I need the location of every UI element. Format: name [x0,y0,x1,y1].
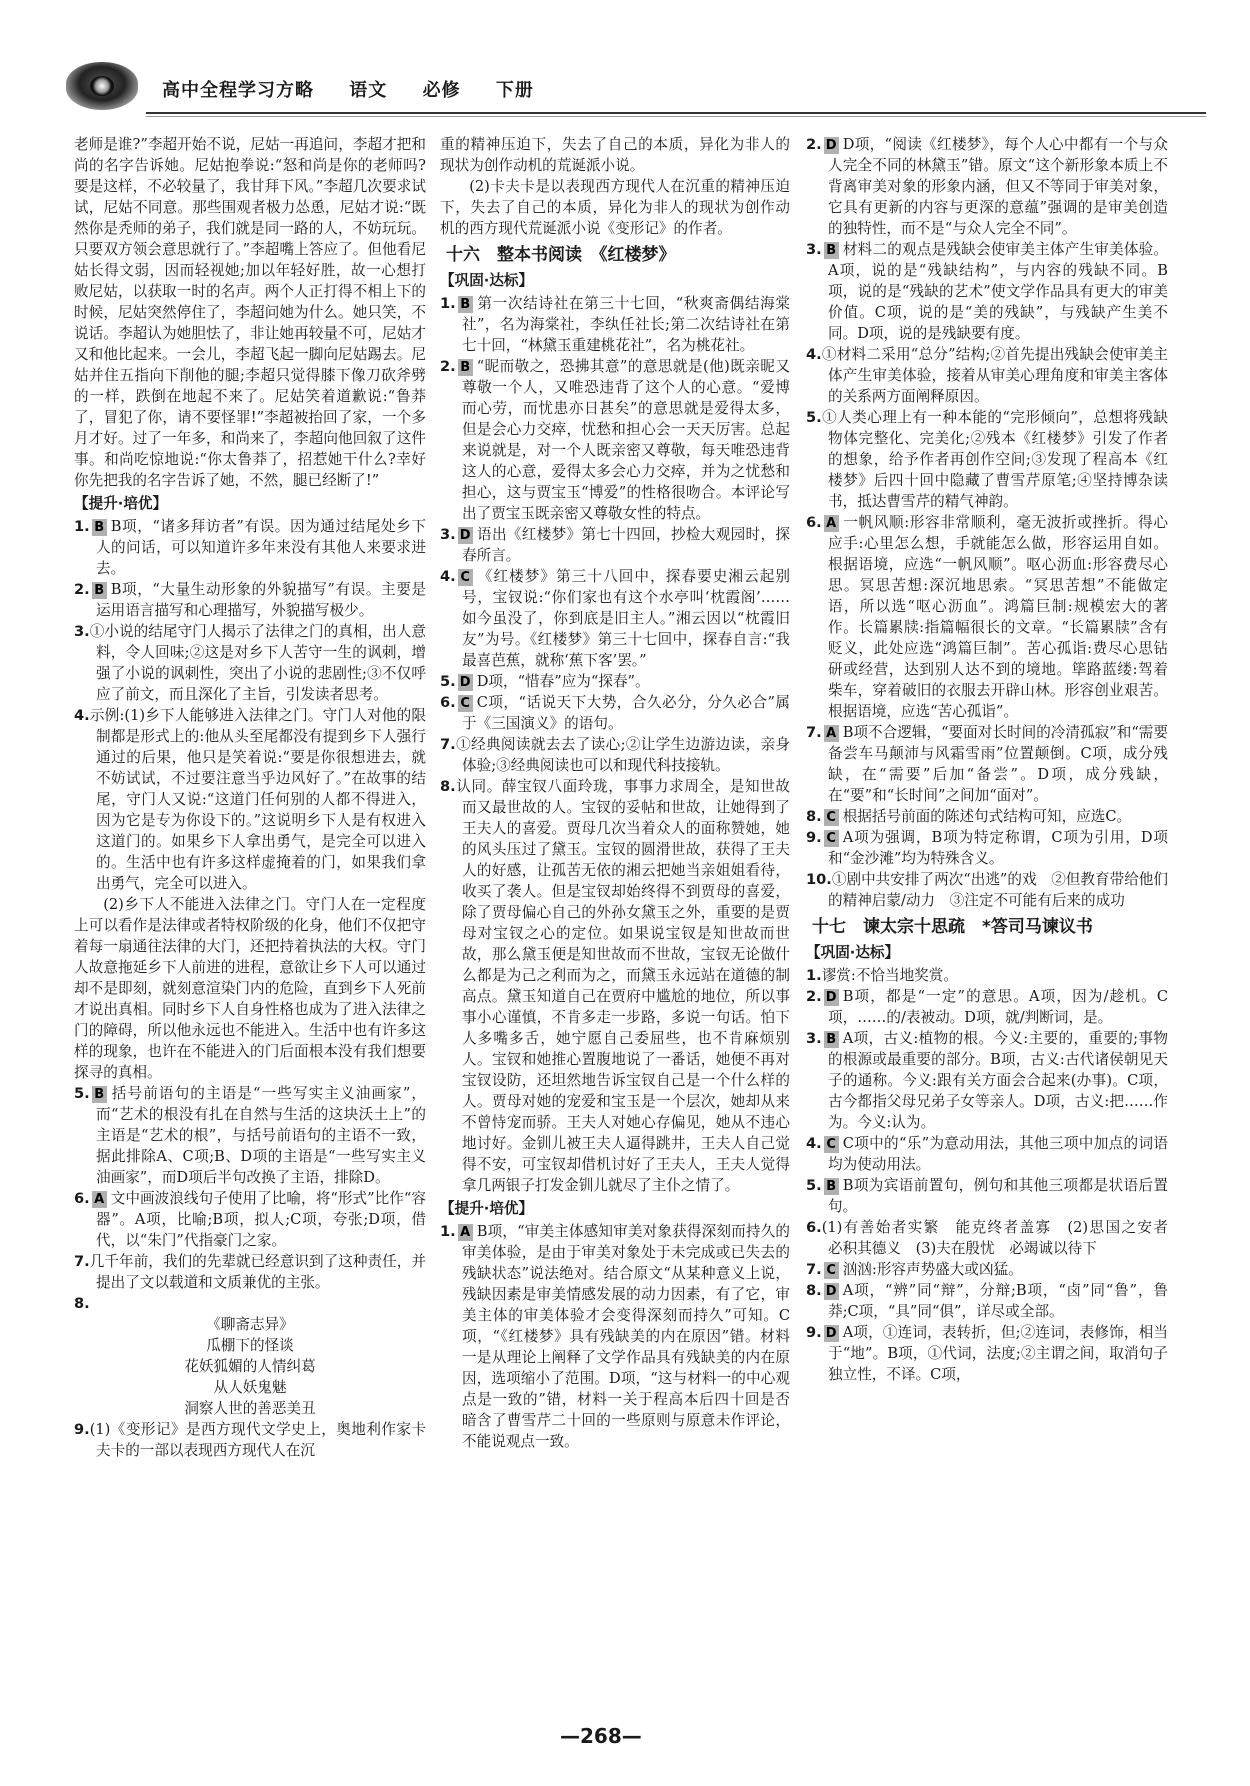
answer-badge: A [824,515,839,532]
page-header [66,62,1206,116]
column-middle [440,134,790,1452]
section-label-tisheng: 【提升·培优】 [74,495,168,512]
answer-item: 3.①小说的结尾守门人揭示了法律之门的真相，出人意料，令人回味;②这是对乡下人苦守一生的讽刺，增强了小说的讽刺性，突出了小说的悲剧性;③不仅呼应了前文，而且深化了主旨，引发读者思考。 [74,623,426,703]
answer-item: 9. C A项为强调，B项为特定称谓，C项为引用，D项和“金沙滩”均为特殊含义。 [806,829,1168,867]
poem-line: 洞察人世的善恶美丑 [184,1400,316,1417]
answer-badge: D [824,137,839,154]
answer-badge: B [92,1086,107,1103]
answer-text: (2)卡夫卡是以表现西方现代人在沉重的精神压迫下，失去了自己的本质，异化为非人的现状为创作动机的西方现代荒诞派小说《变形记》的作者。 [440,178,790,237]
answer-item: 1. A B项，“审美主体感知审美对象获得深刻而持久的审美体验，是由于审美对象处于未完成或已失去的残缺状态”说法绝对。结合原文“从某种意义上说，残缺因素是审美情感发展的动力因素，有了它，审美主体的审美体验才会变得深刻而持久”可知。C项，“《红楼梦》具有残缺美的内在原因”错。材料一是从理论上阐释了文学作品具有残缺美的内在原因，选项缩小了范围。D项，“这与材料一的中心观点是一致的”错，材料一关于程高本后四十回是否暗含了曹雪芹二十回的一些原则与原意未作评论，不能说观点一致。 [440,1223,790,1450]
answer-badge: D [458,674,473,691]
header-divider [146,112,1206,114]
answer-item: 5. B 括号前语句的主语是“一些写实主义油画家”，而“艺术的根没有扎在自然与生活的这块沃土上”的主语是“艺术的根”，与括号前语句的主语不一致，据此排除A、C项;B、D项的主语是“一些写实主义油画家”，而D项后半句改换了主语，排除D。 [74,1085,426,1186]
answer-badge: A [92,1191,107,1208]
answer-item: 5.①人类心理上有一种本能的“完形倾向”，总想将残缺物体完整化、完美化;②残本《红楼梦》引发了作者的想象，给予作者再创作空间;③发现了程高本《红楼梦》后四十回中隐藏了曹雪芹原笔;④坚持博杂读书，抵达曹雪芹的精气神韵。 [806,409,1168,510]
answer-badge: A [458,1224,473,1241]
answer-badge: C [458,569,473,586]
translation-text: 老师是谁?”李超开始不说，尼姑一再追问，李超才把和尚的名字告诉她。尼姑抱拳说:“怒和尚是你的老师吗?要是这样，不必较量了，我甘拜下风。”李超几次要求试试，尼姑不同意。那些围观者极力怂恿，尼姑才说:“既然你是秃师的弟子，我们就是同一路的人，不妨玩玩。只要双方领会意思就行了。”李超嘴上答应了。但他看尼姑长得文弱，因而轻视她;加以年轻好胜，故一心想打败尼姑，以获取一时的名声。两个人正打得不相上下的时候，尼姑突然停住了，李超问她为什么。她只笑，不说话。李超认为她胆怯了，非让她再较量不可，尼姑才又和他比起来。一会儿，李超飞起一脚向尼姑踢去。尼姑并住五指向下削他的腿;李超只觉得膝下像刀砍斧劈的一样，跌倒在地起不来了。尼姑笑着道歉说:“鲁莽了，冒犯了你，请不要怪罪!”李超被抬回了家，一个多月才好。过了一年多，和尚来了，李超向他回叙了这件事。和尚吃惊地说:“你太鲁莽了，招惹她干什么?幸好你先把我的名字告诉了她，不然，腿已经断了!” [74,136,426,489]
poem-line: 瓜棚下的怪谈 [206,1337,294,1354]
subject-label: 语文 [349,80,388,101]
answer-badge: C [824,809,839,826]
answer-item: 9.(1)《变形记》是西方现代文学史上，奥地利作家卡夫卡的一部以表现西方现代人在沉 [74,1421,426,1459]
section-title-17: 十七 谏太宗十思疏 *答司马谏议书 [812,917,1093,937]
answer-item: 8. C 根据括号前面的陈述句式结构可知，应选C。 [806,808,1132,825]
poem-line: 《聊斋志异》 [206,1316,294,1333]
answer-item: 8. [74,1295,90,1312]
answer-badge: A [824,725,839,742]
answer-text: (2)乡下人不能进入法律之门。守门人在一定程度上可以看作是法律或者特权阶级的化身，他们不仅把守着每一扇通往法律的大门，还把持着执法的大权。守门人故意拖延乡下人前进的进程，意欲让乡下人可以通过却不是即刻，就刻意渲染门内的危险，直到乡下人死前才说出真相。同时乡下人自身性格也成为了进入法律之门的障碍，所以他永远也不能进入。生活中也有许多这样的现象，也许在不能进入的门后面根本没有我们想要探寻的真相。 [74,896,426,1081]
answer-badge: B [458,359,473,376]
volume-label: 下册 [495,80,534,101]
answer-item: 7. C 汹汹:形容声势盛大或凶猛。 [806,1261,1023,1278]
answer-badge: D [824,989,839,1006]
answer-item: 4.示例:(1)乡下人能够进入法律之门。守门人对他的限制都是形式上的:他从头至尾都没有提到乡下人强行通过的后果，他只是笑着说:“要是你很想进去，就不妨试试，不过要注意当乎边风好了。”在故事的结尾，守门人又说:“这道门任何别的人都不得进入，因为它是专为你设下的。”这说明乡下人是有权进入这道门的。如果乡下人拿出勇气，是完全可以进入的。生活中也有许多这样虚掩着的门，如果我们拿出勇气，完全可以进入。 [74,707,426,892]
answer-item: 1. B B项，“诸多拜访者”有误。因为通过结尾处乡下人的问话，可以知道许多年来没有其他人来要求进去。 [74,518,426,577]
answer-badge: B [824,242,839,259]
answer-badge: B [92,519,107,536]
answer-item: 4.①材料二采用“总分”结构;②首先提出残缺会使审美主体产生审美体验，接着从审美心理角度和审美主客体的关系两方面阐释原因。 [806,346,1168,405]
answer-item: 2. B “昵而敬之，恐拂其意”的意思就是(他)既亲昵又尊敬一个人，又唯恐违背了这个人的心意。“爱博而心劳，而忧患亦日甚矣”的意思就是爱得太多，但是会心力交瘁，忧愁和担心会一天天厉害。总起来说就是，对一个人既亲密又尊敬，每天唯恐违背这人的心意，爱得太多会心力交瘁，并为之忧愁和担心，这与贾宝玉“博爱”的性格很吻合。本评论写出了贾宝玉既亲密又尊敬女性的特点。 [440,358,790,522]
section-title-16: 十六 整本书阅读 《红楼梦》 [446,245,676,265]
answer-item: 4. C C项中的“乐”为意动用法，其他三项中加点的词语均为使动用法。 [806,1135,1168,1173]
answer-item: 8. D A项，“辨”同“辩”，分辩;B项，“卤”同“鲁”，鲁莽;C项，“具”同“俱”，详尽或全部。 [806,1282,1168,1320]
track-label: 必修 [422,80,461,101]
answer-item: 3. B 材料二的观点是残缺会使审美主体产生审美体验。A项，说的是“残缺结构”，与内容的残缺不同。B项，说的是“残缺的艺术”使文学作品具有更大的审美价值。C项，说的是“美的残缺”，与残缺产生美不同。D项，说的是残缺要有度。 [806,241,1168,342]
answer-item: 4. C 《红楼梦》第三十八回中，探春要史湘云起别号，宝钗说:“你们家也有这个水亭叫‘枕霞阁’……如今虽没了，你到底是旧主人。”湘云因以“枕霞旧友”为号。《红楼梦》第三十七回中，探春自言:“我最喜芭蕉，就称‘蕉下客’罢。” [440,568,790,669]
answer-item: 6. A 一帆风顺:形容非常顺利，毫无波折或挫折。得心应手:心里怎么想，手就能怎么做，形容运用自如。根据语境，应选“一帆风顺”。呕心沥血:形容费尽心思。冥思苦想:深沉地思索。“冥思苦想”不能做定语，所以选“呕心沥血”。鸿篇巨制:规模宏大的著作。长篇累牍:指篇幅很长的文章。“长篇累牍”含有贬义，此处应选“鸿篇巨制”。苦心孤诣:费尽心思钻研或经营，达到别人达不到的境地。筚路蓝缕:驾着柴车，穿着破旧的衣服去开辟山林。形容创业艰苦。根据语境，应选“苦心孤诣”。 [806,514,1168,720]
poem-line: 从人妖鬼魅 [213,1379,287,1396]
answer-item: 5. D D项，“惜春”应为“探春”。 [440,673,650,690]
column-right [806,134,1183,1385]
answer-item: 2. B B项，“大量生动形象的外貌描写”有误。主要是运用语言描写和心理描写，外貌描写极少。 [74,581,426,619]
header-divider-thin [146,116,1206,117]
answer-item: 7.①经典阅读就去去了读心;②让学生边游边读，亲身体验;③经典阅读也可以和现代科技接轨。 [440,736,790,774]
column-left [74,134,426,1461]
answer-badge: C [458,695,473,712]
answer-item: 1. B 第一次结诗社在第三十七回，“秋爽斋偶结海棠社”，名为海棠社，李纨任社长;第二次结诗社在第七十回，“林黛玉重建桃花社”，名为桃花社。 [440,295,790,354]
header-title [162,76,562,102]
answer-item: 1.谬赏:不恰当地奖赏。 [806,967,958,984]
book-logo-icon [66,62,138,110]
answer-badge: B [92,582,107,599]
poem-line: 花妖狐媚的人情纠葛 [184,1358,316,1375]
answer-item: 6.(1)有善始者实繁 能克终者盖寡 (2)思国之安者 必积其德义 (3)夫在殷忧 必竭诚以待下 [806,1219,1183,1257]
answer-item: 3. B A项，古义:植物的根。今义:主要的，重要的;事物的根源或最重要的部分。B项，古义:古代诸侯朝见天子的通称。今义:跟有关方面会合起来(办事)。C项，古今都指父母兄弟子女等亲人。D项，古义:把……作为。今义:认为。 [806,1030,1168,1131]
answer-item: 3. D 语出《红楼梦》第七十四回，抄检大观园时，探春所言。 [440,526,790,564]
answer-item: 8.认同。薛宝钗八面玲珑，事事力求周全，是知世故而又最世故的人。宝钗的妥帖和世故，让她得到了王夫人的喜爱。贾母几次当着众人的面称赞她，她的风头压过了黛玉。宝钗的圆滑世故，获得了王夫人的好感，让孤苦无依的湘云把她当亲姐姐看待，收买了袭人。但是宝钗却始终得不到贾母的喜爱，除了贾母偏心自己的外孙女黛玉之外，重要的是贾母对宝钗之心的定位。如果说宝钗是知世故而世故，那么黛玉便是知世故而不世故，宝钗无论做什么都是为己之利而为之，而黛玉永远站在道德的制高点。黛玉知道自己在贾府中尴尬的地位，所以事事小心谨慎，不肯多走一步路，多说一句话。怕下人多嘴多舌，她宁愿自己委屈些，也不肯麻烦别人。宝钗和她推心置腹地说了一番话，她便不再对宝钗设防，还坦然地告诉宝钗自己是一个什么样的人。贾母对她的宠爱和宝玉是一个层次，她却从来不曾恃宠而骄。王夫人对她心存偏见，她从不违心地讨好。金钏儿被王夫人逼得跳井，王夫人自己觉得不安，可宝钗却借机讨好了王夫人，王夫人觉得拿几两银子打发金钏儿就尽了主仆之情了。 [440,778,790,1194]
answer-badge: D [458,527,473,544]
answer-badge: D [824,1283,839,1300]
answer-badge: C [824,830,839,847]
section-label-tisheng: 【提升·培优】 [440,1200,534,1217]
answer-text: 重的精神压迫下，失去了自己的本质，异化为非人的现状为创作动机的荒诞派小说。 [440,136,790,174]
answer-item: 5. B B项为宾语前置句，例句和其他三项都是状语后置句。 [806,1177,1168,1215]
answer-item: 10.①剧中共安排了两次“出逃”的戏 ②但教育带给他们的精神启蒙/动力 ③注定不可能有后来的成功 [806,871,1168,909]
answer-item: 7. A B项不合逻辑，“要面对长时间的冷清孤寂”和“需要备尝车马颠沛与风霜雪雨”位置颠倒。C项，成分残缺，在“需要”后加“备尝”。D项，成分残缺，在“要”和“长时间”之间加“面对”。 [806,724,1168,804]
section-label-gonggu: 【巩固·达标】 [440,272,534,289]
book-title: 高中全程学习方略 [162,80,314,101]
answer-badge: C [824,1136,839,1153]
answer-item: 7.几千年前，我们的先辈就已经意识到了这种责任，并提出了文以载道和文质兼优的主张。 [74,1253,426,1291]
answer-item: 2. D B项，都是“一定”的意思。A项，因为/趁机。C项，……的/表被动。D项，就/判断词，是。 [806,988,1168,1026]
section-label-gonggu: 【巩固·达标】 [806,944,900,961]
answer-badge: B [458,296,473,313]
page-number: —268— [560,1724,642,1748]
answer-badge: B [824,1178,839,1195]
answer-badge: B [824,1031,839,1048]
answer-badge: D [824,1325,839,1342]
answer-item: 6. C C项，“话说天下大势，合久必分，分久必合”属于《三国演义》的语句。 [440,694,790,732]
answer-item: 9. D A项，①连词，表转折，但;②连词，表修饰，相当于“地”。B项，①代词，法度;②主谓之间，取消句子独立性，不译。C项， [806,1324,1168,1383]
answer-item: 6. A 文中画波浪线句子使用了比喻，将“形式”比作“容器”。A项，比喻;B项，拟人;C项，夸张;D项，借代，以“朱门”代指豪门之家。 [74,1190,426,1249]
answer-item: 2. D D项，“阅读《红楼梦》，每个人心中都有一个与众人完全不同的林黛玉”错。原文“这个新形象本质上不背离审美对象的形象内涵，但又不等同于审美对象，它具有更新的内容与更深的意蕴”强调的是审美创造的独特性，而不是“与众人完全不同”。 [806,136,1168,237]
answer-badge: C [824,1262,839,1279]
